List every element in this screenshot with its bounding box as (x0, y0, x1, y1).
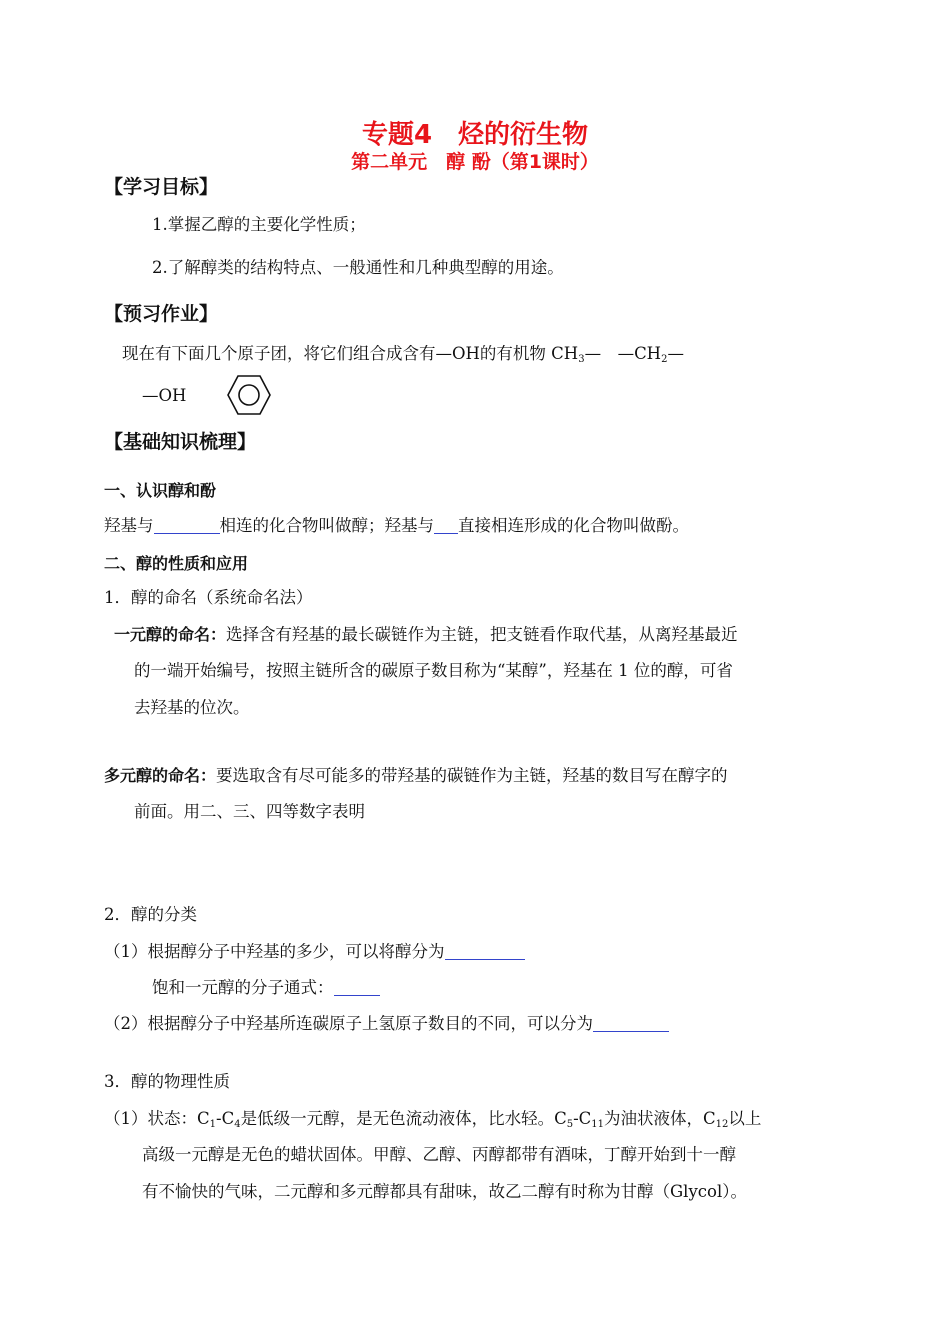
section-preview: 【预习作业】 (104, 303, 219, 325)
preview-text: 现在有下面几个原子团，将它们组合成含有—OH的有机物 $CH_3—$ $—CH_2—$ (122, 344, 684, 365)
mono-naming: 一元醇的命名：选择含有羟基的最长碳链作为主链，把支链看作取代基，从离羟基最近 (114, 625, 738, 644)
phys-item-1: （1）状态：$C_1-C_4$是低级一元醇，是无色流动液体，比水轻。$C_5-C_{11}$为油状液体，$C_{12}$以上 (104, 1109, 762, 1130)
blank-1[interactable] (154, 515, 220, 534)
section-basics: 【基础知识梳理】 (104, 431, 257, 453)
blank-2[interactable] (434, 515, 458, 534)
blank-5[interactable] (593, 1013, 669, 1032)
benzene-ring-icon (226, 374, 272, 416)
phys-line-2: 高级一元醇是无色的蜡状固体。甲醇、乙醇、丙醇都带有酒味，丁醇开始到十一醇 (142, 1145, 736, 1164)
phys-line-3: 有不愉快的气味，二元醇和多元醇都具有甜味，故乙二醇有时称为甘醇（Glycol）。 (142, 1182, 747, 1201)
naming-title: 1．醇的命名（系统命名法） (104, 588, 313, 607)
blank-4[interactable] (334, 977, 380, 996)
poly-line-2: 前面。用二、三、四等数字表明 (134, 802, 365, 821)
part1-text: 羟基与 相连的化合物叫做醇；羟基与 直接相连形成的化合物叫做酚。 (104, 516, 689, 535)
class-title: 2．醇的分类 (104, 905, 197, 924)
phys-title: 3．醇的物理性质 (104, 1072, 230, 1091)
part2-heading: 二、醇的性质和应用 (104, 554, 249, 573)
page-subtitle: 第二单元 醇 酚（第1课时） (351, 151, 599, 173)
class-item-1: （1）根据醇分子中羟基的多少，可以将醇分为 (104, 941, 525, 963)
section-objectives: 【学习目标】 (104, 176, 219, 198)
poly-naming: 多元醇的命名：要选取含有尽可能多的带羟基的碳链作为主链，羟基的数目写在醇字的 (104, 766, 728, 785)
blank-3[interactable] (445, 941, 525, 960)
class-item-2: （2）根据醇分子中羟基所连碳原子上氢原子数目的不同，可以分为 (104, 1013, 669, 1035)
page-title: 专题4 烃的衍生物 (361, 120, 589, 150)
mono-line-3: 去羟基的位次。 (134, 698, 250, 717)
objective-2: 2.了解醇类的结构特点、一般通性和几种典型醇的用途。 (152, 258, 564, 277)
class-formula: 饱和一元醇的分子通式： (152, 977, 380, 999)
objective-1: 1.掌握乙醇的主要化学性质； (152, 215, 366, 234)
part1-heading: 一、认识醇和酚 (104, 481, 217, 500)
mono-line-2: 的一端开始编号，按照主链所含的碳原子数目称为“某醇”，羟基在 1 位的醇，可省 (134, 661, 733, 680)
hydroxyl-group: —OH (142, 386, 187, 405)
